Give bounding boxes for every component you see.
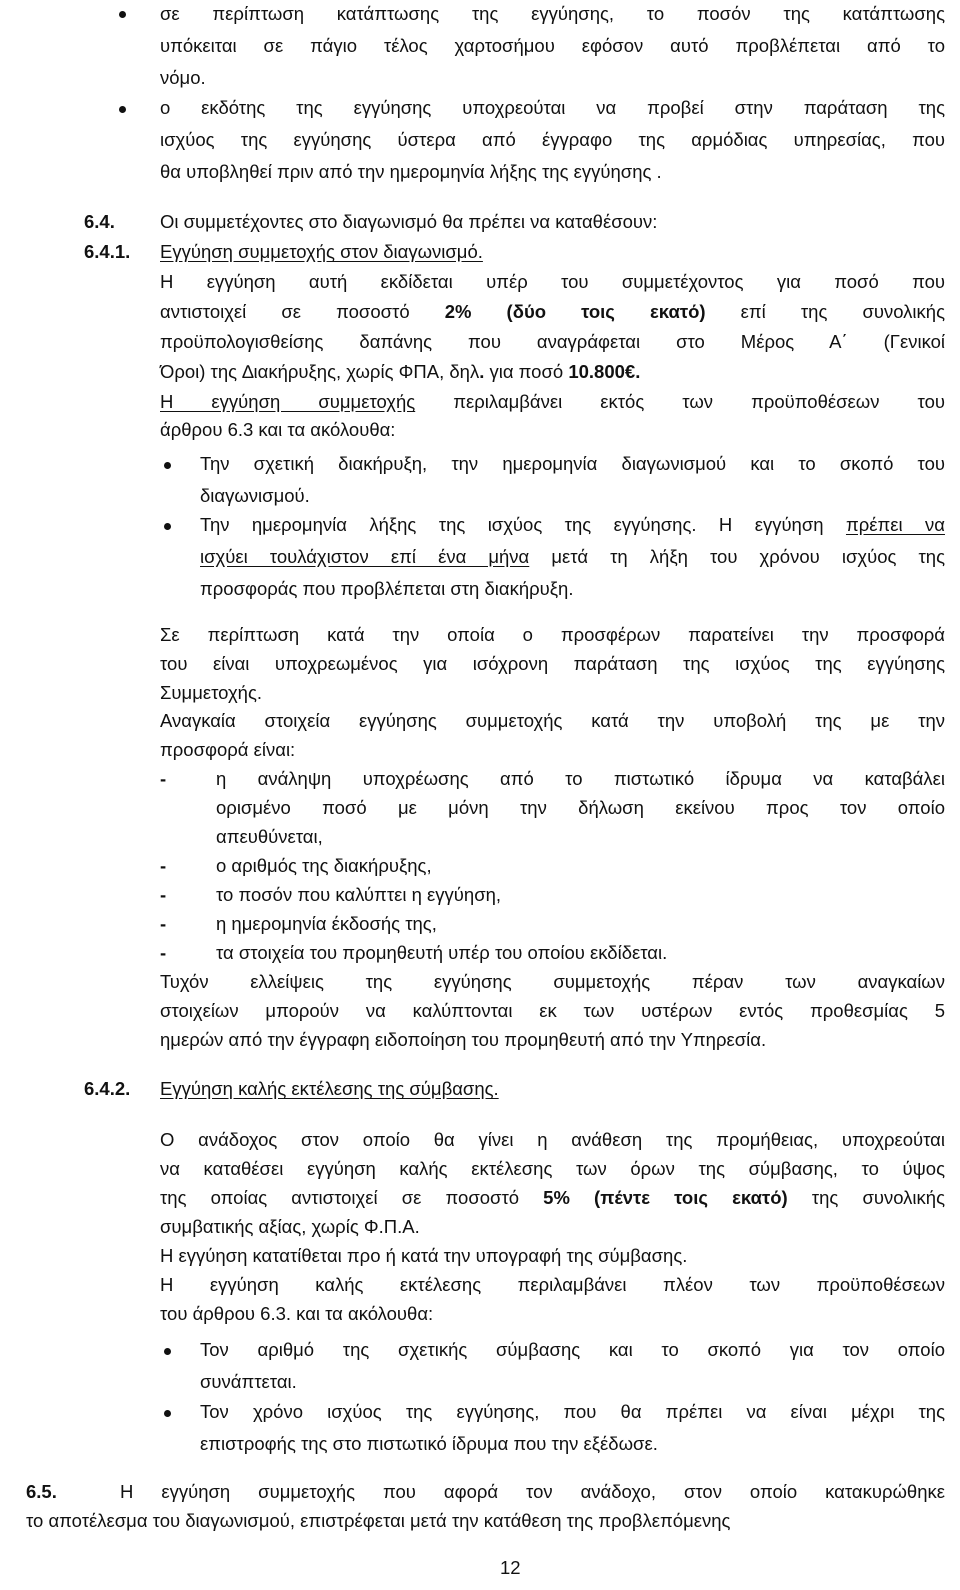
paragraph-line: άρθρου 6.3 και τα ακόλουθα: (160, 419, 396, 440)
section-heading: Εγγύηση συμμετοχής στον διαγωνισμό. (160, 241, 483, 262)
paragraph-line: Σε περίπτωση κατά την οποία ο προσφέρων παρατείνει την προσφορά (160, 624, 945, 645)
dash-item-line: η ανάληψη υποχρέωσης από το πιστωτικό ίδρυμα να καταβάλει (216, 768, 945, 789)
section-heading: Εγγύηση καλής εκτέλεσης της σύμβασης. (160, 1078, 499, 1099)
paragraph-line: το αποτέλεσμα του διαγωνισμού, επιστρέφεται μετά την κατάθεση της προβλεπόμενης (26, 1510, 731, 1531)
paragraph-line: Η εγγύηση συμμετοχής που αφορά τον ανάδοχο, στον οποίο κατακυρώθηκε (120, 1481, 945, 1502)
paragraph-line: Η εγγύηση κατατίθεται προ ή κατά την υπογραφή της σύμβασης. (160, 1245, 688, 1266)
bullet-text-line: θα υποβληθεί πριν από την ημερομηνία λήξης της εγγύησης . (160, 161, 662, 182)
paragraph-line: στοιχείων μπορούν να καλύπτονται εκ των υστέρων εντός προθεσμίας 5 (160, 1000, 945, 1021)
dash-item-line: ορισμένο ποσό με μόνη την δήλωση εκείνου προς τον οποίο (216, 797, 945, 818)
bullet-dot (164, 523, 171, 530)
dash-marker: - (160, 884, 167, 905)
bullet-dot (119, 106, 126, 113)
paragraph-line: της οποίας αντιστοιχεί σε ποσοστό 5% (πέντε τοις εκατό) της συνολικής (160, 1187, 945, 1208)
section-number: 6.4. (84, 211, 115, 232)
bullet-text-line: ο εκδότης της εγγύησης υποχρεούται να προβεί στην παράταση της (160, 97, 945, 118)
paragraph-line: αντιστοιχεί σε ποσοστό 2% (δύο τοις εκατό) επί της συνολικής (160, 301, 945, 322)
dash-marker: - (160, 913, 167, 934)
percentage-bold: 2% (δύο τοις εκατό) (444, 301, 706, 322)
bullet-text-line: ισχύει τουλάχιστον επί ένα μήνα μετά τη λήξη του χρόνου ισχύος της (200, 546, 946, 567)
paragraph-line: Η εγγύηση καλής εκτέλεσης περιλαμβάνει πλέον των προϋποθέσεων (160, 1274, 945, 1295)
dash-item-line: ο αριθμός της διακήρυξης, (216, 855, 432, 876)
bullet-text-line: σε περίπτωση κατάπτωσης της εγγύησης, το ποσόν της κατάπτωσης (160, 3, 945, 24)
bullet-text-line: επιστροφής της στο πιστωτικό ίδρυμα που την εξέδωσε. (200, 1433, 658, 1454)
paragraph-line: του άρθρου 6.3. και τα ακόλουθα: (160, 1303, 434, 1324)
paragraph-line: Αναγκαία στοιχεία εγγύησης συμμετοχής κατά την υποβολή της με την (160, 710, 945, 731)
paragraph-line: να καταθέσει εγγύηση καλής εκτέλεσης των όρων της σύμβασης, το ύψος (160, 1158, 945, 1179)
section-number: 6.4.2. (84, 1078, 131, 1099)
section-number: 6.4.1. (84, 241, 131, 262)
paragraph-line: προσφορά είναι: (160, 739, 296, 760)
paragraph-line: Συμμετοχής. (160, 682, 263, 703)
bullet-text-line: Την ημερομηνία λήξης της ισχύος της εγγύησης. Η εγγύηση πρέπει να (200, 514, 945, 535)
bullet-text-line: προσφοράς που προβλέπεται στη διακήρυξη. (200, 578, 574, 599)
paragraph-line: ημερών από την έγγραφη ειδοποίηση του προμηθευτή από την Υπηρεσία. (160, 1029, 767, 1050)
bullet-dot (164, 1410, 171, 1417)
dash-marker: - (160, 942, 167, 963)
amount-bold: 10.800 (568, 361, 625, 382)
bullet-text-line: Τον αριθμό της σχετικής σύμβασης και το σκοπό για τον οποίο (200, 1339, 945, 1360)
page-number: 12 (500, 1557, 521, 1578)
section-number: 6.5. (26, 1481, 57, 1502)
paragraph-line: Η εγγύηση αυτή εκδίδεται υπέρ του συμμετέχοντος για ποσό που (160, 271, 945, 292)
paragraph-line: προϋπολογισθείσης δαπάνης που αναγράφεται στο Μέρος Α΄ (Γενικοί (160, 331, 945, 352)
dash-marker: - (160, 855, 167, 876)
bullet-dot (164, 462, 171, 469)
section-heading: Οι συμμετέχοντες στο διαγωνισμό θα πρέπει να καταθέσουν: (160, 211, 658, 232)
dash-marker: - (160, 768, 167, 789)
bullet-text-line: υπόκειται σε πάγιο τέλος χαρτοσήμου εφόσον αυτό προβλέπεται από το (160, 35, 945, 56)
dash-item-line: απευθύνεται, (216, 826, 323, 847)
bullet-dot (119, 11, 126, 18)
bullet-text-line: νόμο. (160, 67, 206, 88)
dash-item-line: το ποσόν που καλύπτει η εγγύηση, (216, 884, 502, 905)
bullet-text-line: ισχύος της εγγύησης ύστερα από έγγραφο της αρμόδιας υπηρεσίας, που (160, 129, 945, 150)
paragraph-line: Η εγγύηση συμμετοχής περιλαμβάνει εκτός των προϋποθέσεων του (160, 391, 945, 412)
paragraph-line: Τυχόν ελλείψεις της εγγύησης συμμετοχής πέραν των αναγκαίων (160, 971, 945, 992)
bullet-text-line: Τον χρόνο ισχύος της εγγύησης, που θα πρέπει να είναι μέχρι της (200, 1401, 945, 1422)
dash-item-line: η ημερομηνία έκδοσής της, (216, 913, 437, 934)
dash-item-line: τα στοιχεία του προμηθευτή υπέρ του οποίου εκδίδεται. (216, 942, 668, 963)
bullet-text-line: συνάπτεται. (200, 1371, 297, 1392)
bullet-text-line: διαγωνισμού. (200, 485, 310, 506)
bullet-text-line: Την σχετική διακήρυξη, την ημερομηνία διαγωνισμού και το σκοπό του (200, 453, 945, 474)
paragraph-line: συμβατικής αξίας, χωρίς Φ.Π.Α. (160, 1216, 420, 1237)
bullet-dot (164, 1348, 171, 1355)
percentage-bold: 5% (πέντε τοις εκατό) (543, 1187, 788, 1208)
paragraph-line: Ο ανάδοχος στον οποίο θα γίνει η ανάθεση της προμήθειας, υποχρεούται (160, 1129, 945, 1150)
paragraph-line: του είναι υποχρεωμένος για ισόχρονη παράταση της ισχύος της εγγύησης (160, 653, 945, 674)
paragraph-line: Όροι) της ∆ιακήρυξης, χωρίς ΦΠΑ, δηλ. για ποσό 10.800€. (160, 361, 641, 382)
